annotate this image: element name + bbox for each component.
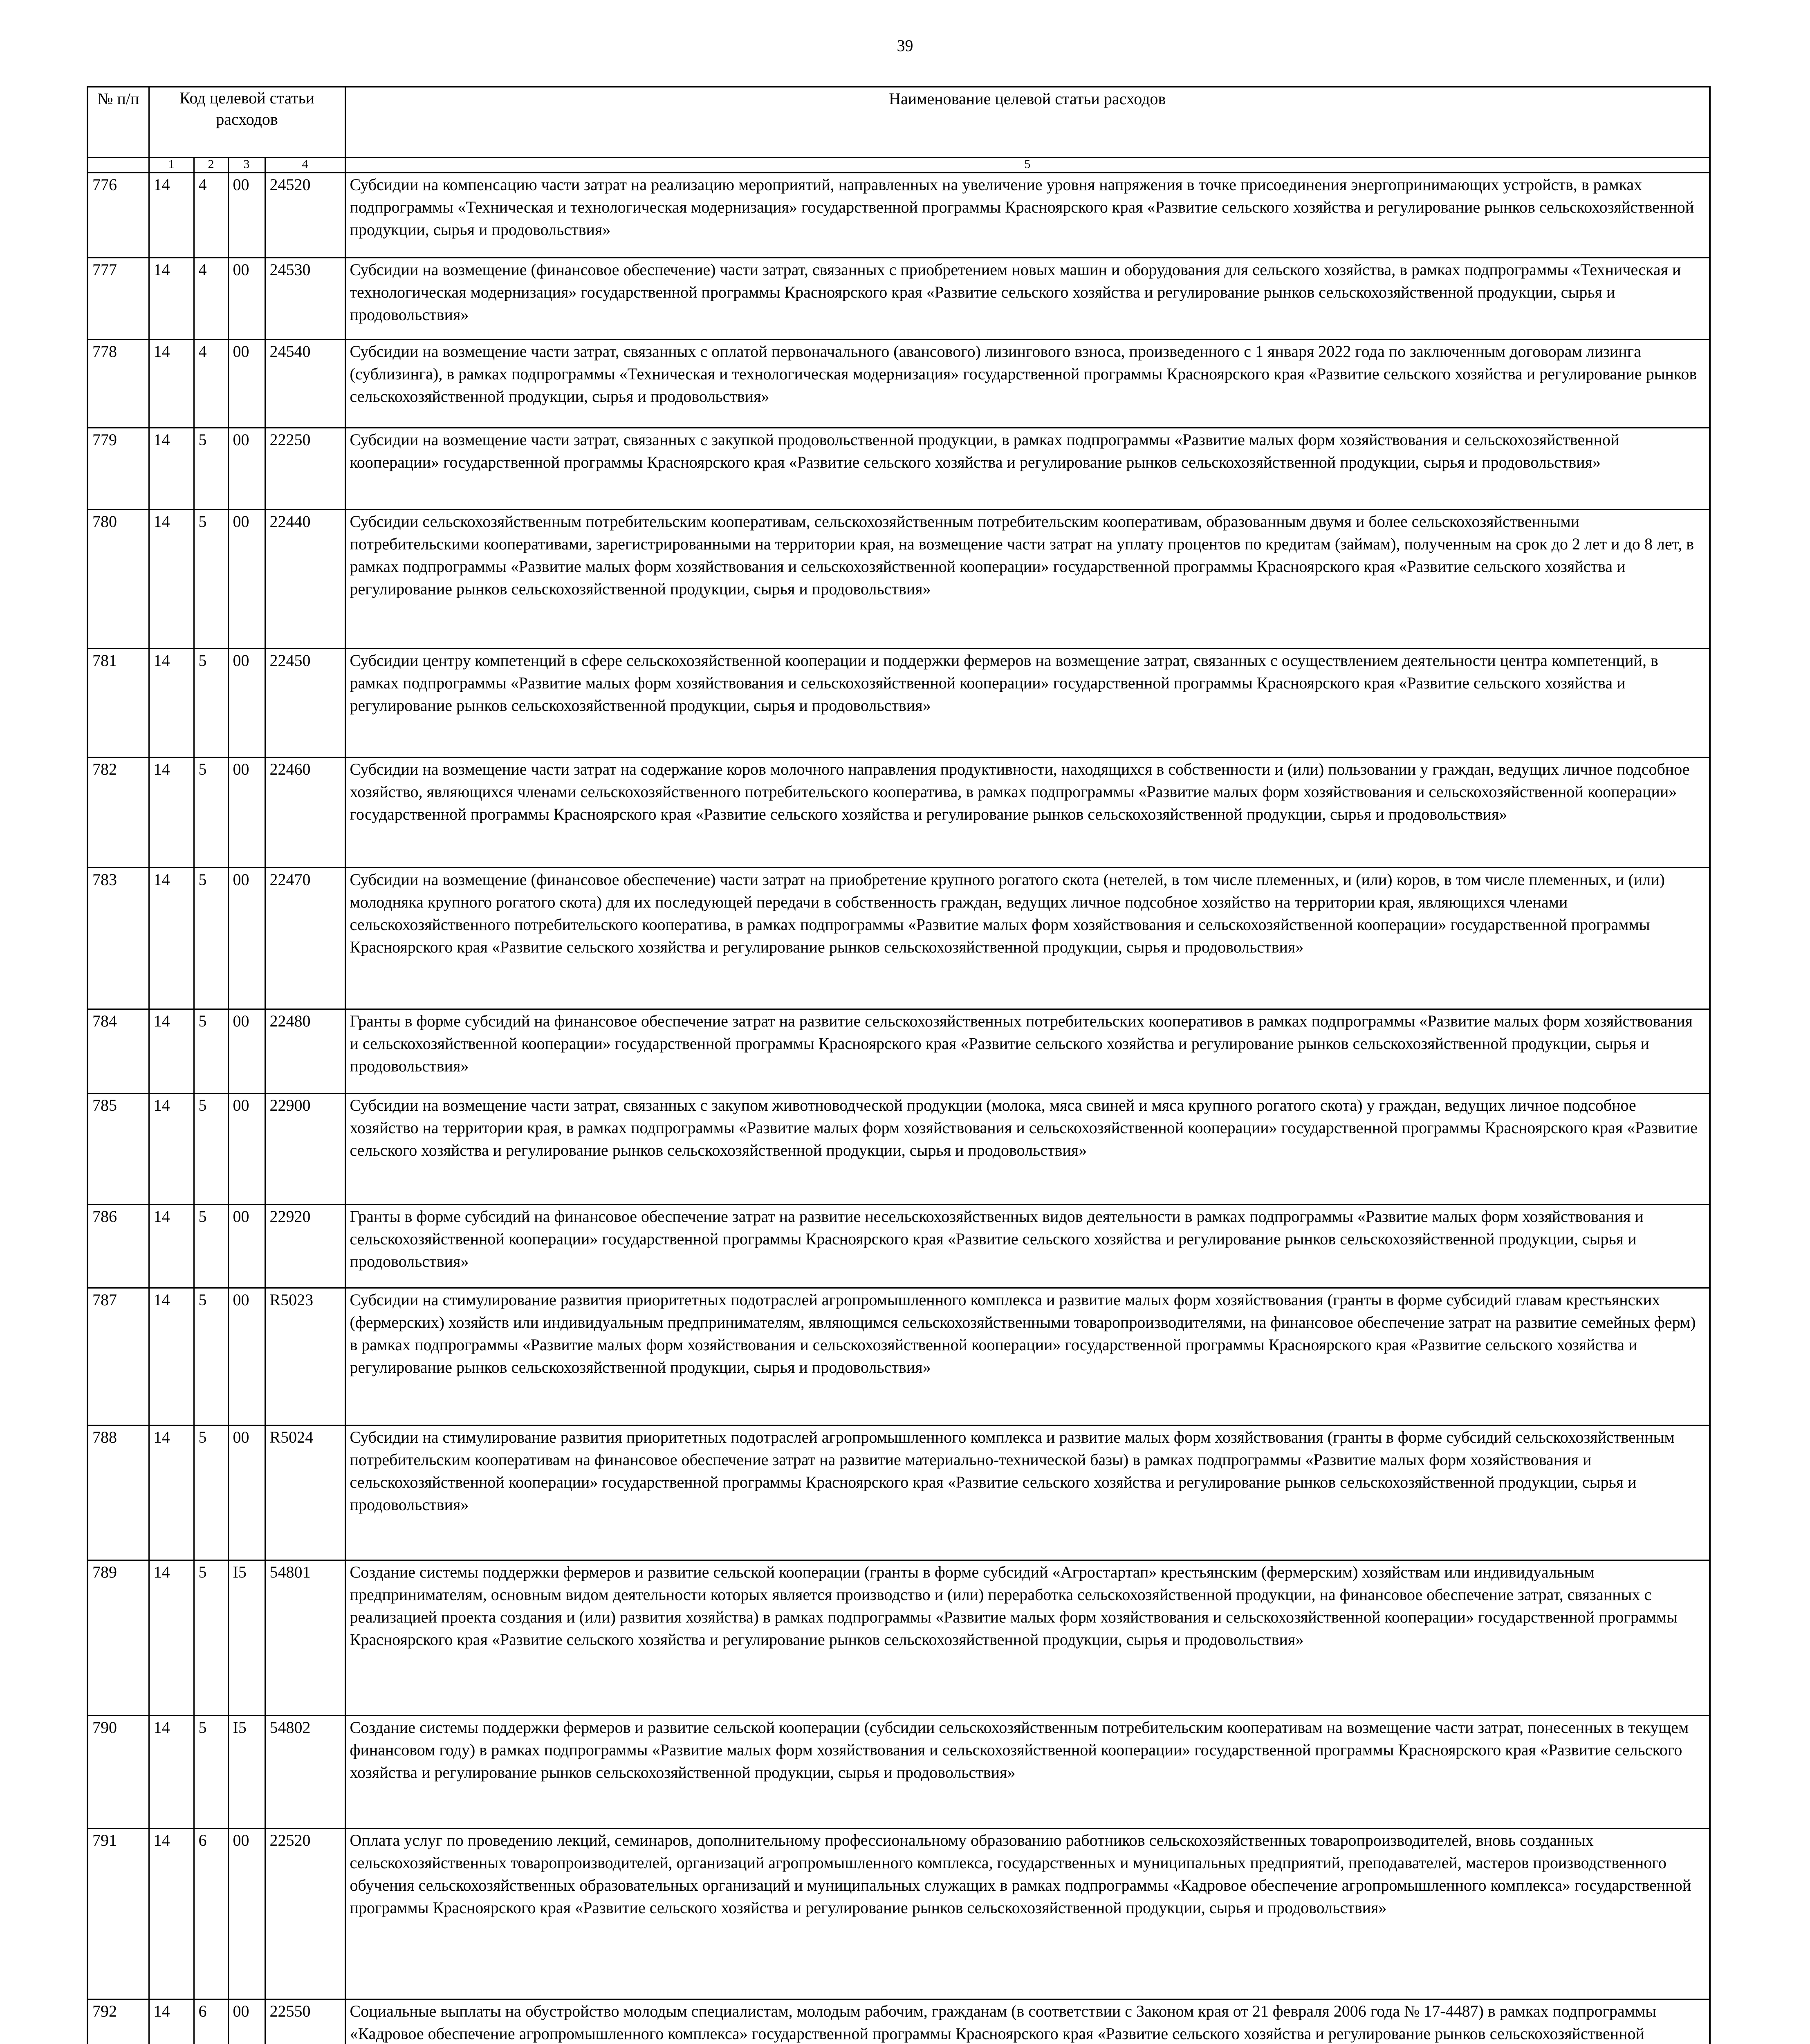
code-part-3: I5 bbox=[228, 1716, 265, 1829]
code-part-1: 14 bbox=[149, 1560, 194, 1716]
row-description: Субсидии на возмещение части затрат, связанных с закупкой продовольственной продукции, в рамках подпрограммы «Развитие малых форм хозяйствования и сельскохозяйственной кооперации» государственной программы Красноярского края «Развитие сельского хозяйства и регулирование рынков сельскохозяйственной продукции, сырья и продовольствия» bbox=[345, 428, 1710, 510]
code-part-4: 22480 bbox=[265, 1009, 345, 1094]
row-number: 779 bbox=[87, 428, 149, 510]
code-part-4: 22440 bbox=[265, 510, 345, 649]
table-body bbox=[87, 173, 1710, 2044]
table-row bbox=[87, 868, 1710, 1009]
code-part-4: 22900 bbox=[265, 1094, 345, 1205]
table-row bbox=[87, 258, 1710, 340]
code-part-2: 5 bbox=[194, 1094, 228, 1205]
row-number: 784 bbox=[87, 1009, 149, 1094]
code-part-4: 22250 bbox=[265, 428, 345, 510]
code-part-1: 14 bbox=[149, 1425, 194, 1560]
row-description: Субсидии центру компетенций в сфере сельскохозяйственной кооперации и поддержки фермеров на возмещение затрат, связанных с осуществлением деятельности центра компетенций, в рамках подпрограммы «Развитие малых форм хозяйствования и сельскохозяйственной кооперации» государственной программы Красноярского края «Развитие сельского хозяйства и регулирование рынков сельскохозяйственной продукции, сырья и продовольствия» bbox=[345, 649, 1710, 758]
row-number: 780 bbox=[87, 510, 149, 649]
budget-table bbox=[87, 86, 1711, 2044]
code-part-1: 14 bbox=[149, 868, 194, 1009]
code-part-4: 54802 bbox=[265, 1716, 345, 1829]
code-part-3: 00 bbox=[228, 428, 265, 510]
code-part-1: 14 bbox=[149, 1094, 194, 1205]
code-part-1: 14 bbox=[149, 1205, 194, 1288]
row-description: Субсидии на возмещение части затрат на содержание коров молочного направления продуктивности, находящихся в собственности и (или) пользовании у граждан, ведущих личное подсобное хозяйство, являющихся членами сельскохозяйственного потребительского кооператива, в рамках подпрограммы «Развитие малых форм хозяйствования и сельскохозяйственной кооперации» государственной программы Красноярского края «Развитие сельского хозяйства и регулирование рынков сельскохозяйственной продукции, сырья и продовольствия» bbox=[345, 758, 1710, 868]
code-part-4: 22550 bbox=[265, 1999, 345, 2044]
table-row bbox=[87, 1560, 1710, 1716]
table-row bbox=[87, 340, 1710, 428]
code-part-3: 00 bbox=[228, 758, 265, 868]
table-row bbox=[87, 1094, 1710, 1205]
table-row bbox=[87, 1425, 1710, 1560]
code-part-1: 14 bbox=[149, 258, 194, 340]
code-part-4: 24540 bbox=[265, 340, 345, 428]
code-part-2: 5 bbox=[194, 428, 228, 510]
code-part-2: 5 bbox=[194, 1560, 228, 1716]
code-part-4: 22450 bbox=[265, 649, 345, 758]
code-part-2: 4 bbox=[194, 173, 228, 258]
row-number: 785 bbox=[87, 1094, 149, 1205]
code-part-2: 6 bbox=[194, 1829, 228, 1999]
code-part-2: 5 bbox=[194, 1288, 228, 1425]
code-part-1: 14 bbox=[149, 340, 194, 428]
row-number: 792 bbox=[87, 1999, 149, 2044]
row-number: 778 bbox=[87, 340, 149, 428]
code-part-1: 14 bbox=[149, 1999, 194, 2044]
row-description: Субсидии на возмещение (финансовое обеспечение) части затрат на приобретение крупного рогатого скота (нетелей, в том числе племенных, и (или) коров, в том числе племенных, и (или) молодняка крупного рогатого скота) для их последующей передачи в собственность граждан, ведущих личное подсобное хозяйство на территории края, являющихся членами сельскохозяйственного потребительского кооператива, в рамках подпрограммы «Развитие малых форм хозяйствования и сельскохозяйственной кооперации» государственной программы Красноярского края «Развитие сельского хозяйства и регулирование рынков сельскохозяйственной продукции, сырья и продовольствия» bbox=[345, 868, 1710, 1009]
table-row bbox=[87, 758, 1710, 868]
row-description: Субсидии на возмещение части затрат, связанных с оплатой первоначального (авансового) лизингового взноса, произведенного с 1 января 2022 года по заключенным договорам лизинга (сублизинга), в рамках подпрограммы «Техническая и технологическая модернизация» государственной программы Красноярского края «Развитие сельского хозяйства и регулирование рынков сельскохозяйственной продукции, сырья и продовольствия» bbox=[345, 340, 1710, 428]
code-part-3: 00 bbox=[228, 1288, 265, 1425]
code-part-3: 00 bbox=[228, 1205, 265, 1288]
code-part-3: 00 bbox=[228, 340, 265, 428]
row-number: 782 bbox=[87, 758, 149, 868]
code-part-1: 14 bbox=[149, 1288, 194, 1425]
code-part-2: 5 bbox=[194, 649, 228, 758]
row-number: 791 bbox=[87, 1829, 149, 1999]
code-part-1: 14 bbox=[149, 173, 194, 258]
table-row bbox=[87, 1716, 1710, 1829]
code-part-1: 14 bbox=[149, 649, 194, 758]
code-part-1: 14 bbox=[149, 1009, 194, 1094]
table-row bbox=[87, 428, 1710, 510]
code-part-4: 54801 bbox=[265, 1560, 345, 1716]
code-part-3: 00 bbox=[228, 1999, 265, 2044]
row-number: 781 bbox=[87, 649, 149, 758]
code-part-2: 5 bbox=[194, 1009, 228, 1094]
code-part-1: 14 bbox=[149, 758, 194, 868]
code-part-3: 00 bbox=[228, 649, 265, 758]
row-description: Гранты в форме субсидий на финансовое обеспечение затрат на развитие несельскохозяйственных видов деятельности в рамках подпрограммы «Развитие малых форм хозяйствования и сельскохозяйственной кооперации» государственной программы Красноярского края «Развитие сельского хозяйства и регулирование рынков сельскохозяйственной продукции, сырья и продовольствия» bbox=[345, 1205, 1710, 1288]
code-part-2: 5 bbox=[194, 510, 228, 649]
table-row bbox=[87, 173, 1710, 258]
header-code: Код целевой статьи расходов bbox=[149, 87, 345, 158]
row-description: Создание системы поддержки фермеров и развитие сельской кооперации (гранты в форме субсидий «Агростартап» крестьянским (фермерским) хозяйствам или индивидуальным предпринимателям, основным видом деятельности которых является производство и (или) переработка сельскохозяйственной продукции, на финансовое обеспечение затрат, связанных с реализацией проекта создания и (или) развития хозяйства) в рамках подпрограммы «Развитие малых форм хозяйствования и сельскохозяйственной кооперации» государственной программы Красноярского края «Развитие сельского хозяйства и регулирование рынков сельскохозяйственной продукции, сырья и продовольствия» bbox=[345, 1560, 1710, 1716]
code-part-4: 22460 bbox=[265, 758, 345, 868]
row-description: Гранты в форме субсидий на финансовое обеспечение затрат на развитие сельскохозяйственных потребительских кооперативов в рамках подпрограммы «Развитие малых форм хозяйствования и сельскохозяйственной кооперации» государственной программы Красноярского края «Развитие сельского хозяйства и регулирование рынков сельскохозяйственной продукции, сырья и продовольствия» bbox=[345, 1009, 1710, 1094]
header-number: № п/п bbox=[87, 87, 149, 158]
row-number: 777 bbox=[87, 258, 149, 340]
code-part-3: 00 bbox=[228, 173, 265, 258]
code-part-1: 14 bbox=[149, 1716, 194, 1829]
code-part-1: 14 bbox=[149, 1829, 194, 1999]
header-col-4: 4 bbox=[265, 158, 345, 173]
row-description: Субсидии сельскохозяйственным потребительским кооперативам, сельскохозяйственным потребительским кооперативам, образованным двумя и более сельскохозяйственными потребительскими кооперативами, зарегистрированными на территории края, на возмещение части затрат на уплату процентов по кредитам (займам), полученным на срок до 2 лет и до 8 лет, в рамках подпрограммы «Развитие малых форм хозяйствования и сельскохозяйственной кооперации» государственной программы Красноярского края «Развитие сельского хозяйства и регулирование рынков сельскохозяйственной продукции, сырья и продовольствия» bbox=[345, 510, 1710, 649]
table-row bbox=[87, 649, 1710, 758]
header-name: Наименование целевой статьи расходов bbox=[345, 87, 1710, 158]
row-number: 787 bbox=[87, 1288, 149, 1425]
code-part-4: 22520 bbox=[265, 1829, 345, 1999]
code-part-1: 14 bbox=[149, 428, 194, 510]
row-description: Субсидии на стимулирование развития приоритетных подотраслей агропромышленного комплекса и развитие малых форм хозяйствования (гранты в форме субсидий главам крестьянских (фермерских) хозяйств или индивидуальным предпринимателям, являющимся сельскохозяйственными товаропроизводителями, на финансовое обеспечение затрат на развитие семейных ферм) в рамках подпрограммы «Развитие малых форм хозяйствования и сельскохозяйственной кооперации» государственной программы Красноярского края «Развитие сельского хозяйства и регулирование рынков сельскохозяйственной продукции, сырья и продовольствия» bbox=[345, 1288, 1710, 1425]
code-part-3: 00 bbox=[228, 1425, 265, 1560]
code-part-2: 4 bbox=[194, 340, 228, 428]
header-col-blank bbox=[87, 158, 149, 173]
row-number: 790 bbox=[87, 1716, 149, 1829]
header-col-2: 2 bbox=[194, 158, 228, 173]
code-part-3: 00 bbox=[228, 868, 265, 1009]
row-number: 786 bbox=[87, 1205, 149, 1288]
code-part-3: 00 bbox=[228, 1829, 265, 1999]
table-row bbox=[87, 1288, 1710, 1425]
code-part-4: 24530 bbox=[265, 258, 345, 340]
row-description: Создание системы поддержки фермеров и развитие сельской кооперации (субсидии сельскохозяйственным потребительским кооперативам на возмещение части затрат, понесенных в текущем финансовом году) в рамках подпрограммы «Развитие малых форм хозяйствования и сельскохозяйственной кооперации» государственной программы Красноярского края «Развитие сельского хозяйства и регулирование рынков сельскохозяйственной продукции, сырья и продовольствия» bbox=[345, 1716, 1710, 1829]
page-number: 39 bbox=[897, 36, 913, 55]
row-number: 789 bbox=[87, 1560, 149, 1716]
code-part-2: 5 bbox=[194, 868, 228, 1009]
row-description: Субсидии на компенсацию части затрат на реализацию мероприятий, направленных на увеличение уровня напряжения в точке присоединения энергопринимающих устройств, в рамках подпрограммы «Техническая и технологическая модернизация» государственной программы Красноярского края «Развитие сельского хозяйства и регулирование рынков сельскохозяйственной продукции, сырья и продовольствия» bbox=[345, 173, 1710, 258]
code-part-1: 14 bbox=[149, 510, 194, 649]
code-part-3: 00 bbox=[228, 1094, 265, 1205]
row-description: Субсидии на возмещение (финансовое обеспечение) части затрат, связанных с приобретением новых машин и оборудования для сельского хозяйства, в рамках подпрограммы «Техническая и технологическая модернизация» государственной программы Красноярского края «Развитие сельского хозяйства и регулирование рынков сельскохозяйственной продукции, сырья и продовольствия» bbox=[345, 258, 1710, 340]
table-row bbox=[87, 1999, 1710, 2044]
table-row bbox=[87, 510, 1710, 649]
code-part-4: R5023 bbox=[265, 1288, 345, 1425]
header-col-5: 5 bbox=[345, 158, 1710, 173]
code-part-4: 22470 bbox=[265, 868, 345, 1009]
code-part-4: R5024 bbox=[265, 1425, 345, 1560]
code-part-2: 5 bbox=[194, 1205, 228, 1288]
code-part-2: 5 bbox=[194, 1425, 228, 1560]
header-col-1: 1 bbox=[149, 158, 194, 173]
code-part-3: I5 bbox=[228, 1560, 265, 1716]
row-number: 776 bbox=[87, 173, 149, 258]
code-part-2: 4 bbox=[194, 258, 228, 340]
row-description: Субсидии на стимулирование развития приоритетных подотраслей агропромышленного комплекса и развитие малых форм хозяйствования (гранты в форме субсидий сельскохозяйственным потребительским кооперативам на финансовое обеспечение затрат на развитие материально-технической базы) в рамках подпрограммы «Развитие малых форм хозяйствования и сельскохозяйственной кооперации» государственной программы Красноярского края «Развитие сельского хозяйства и регулирование рынков сельскохозяйственной продукции, сырья и продовольствия» bbox=[345, 1425, 1710, 1560]
code-part-2: 6 bbox=[194, 1999, 228, 2044]
table-row bbox=[87, 1205, 1710, 1288]
code-part-4: 22920 bbox=[265, 1205, 345, 1288]
code-part-2: 5 bbox=[194, 1716, 228, 1829]
table-row bbox=[87, 1829, 1710, 1999]
code-part-4: 24520 bbox=[265, 173, 345, 258]
row-description: Социальные выплаты на обустройство молодым специалистам, молодым рабочим, гражданам (в соответствии с Законом края от 21 февраля 2006 года № 17-4487) в рамках подпрограммы «Кадровое обеспечение агропромышленного комплекса» государственной программы Красноярского края «Развитие сельского хозяйства и регулирование рынков сельскохозяйственной bbox=[345, 1999, 1710, 2044]
table-row bbox=[87, 1009, 1710, 1094]
code-part-3: 00 bbox=[228, 1009, 265, 1094]
row-number: 788 bbox=[87, 1425, 149, 1560]
header-col-3: 3 bbox=[228, 158, 265, 173]
code-part-3: 00 bbox=[228, 258, 265, 340]
row-description: Оплата услуг по проведению лекций, семинаров, дополнительному профессиональному образованию работников сельскохозяйственных товаропроизводителей, вновь созданных сельскохозяйственных товаропроизводителей, организаций агропромышленного комплекса, государственных и муниципальных предприятий, преподавателей, мастеров производственного обучения сельскохозяйственных образовательных организаций и муниципальных служащих в рамках подпрограммы «Кадровое обеспечение агропромышленного комплекса» государственной программы Красноярского края «Развитие сельского хозяйства и регулирование рынков сельскохозяйственной продукции, сырья и продовольствия» bbox=[345, 1829, 1710, 1999]
code-part-2: 5 bbox=[194, 758, 228, 868]
row-number: 783 bbox=[87, 868, 149, 1009]
code-part-3: 00 bbox=[228, 510, 265, 649]
row-description: Субсидии на возмещение части затрат, связанных с закупом животноводческой продукции (молока, мяса свиней и мяса крупного рогатого скота) у граждан, ведущих личное подсобное хозяйство на территории края, в рамках подпрограммы «Развитие малых форм хозяйствования и сельскохозяйственной кооперации» государственной программы Красноярского края «Развитие сельского хозяйства и регулирование рынков сельскохозяйственной продукции, сырья и продовольствия» bbox=[345, 1094, 1710, 1205]
